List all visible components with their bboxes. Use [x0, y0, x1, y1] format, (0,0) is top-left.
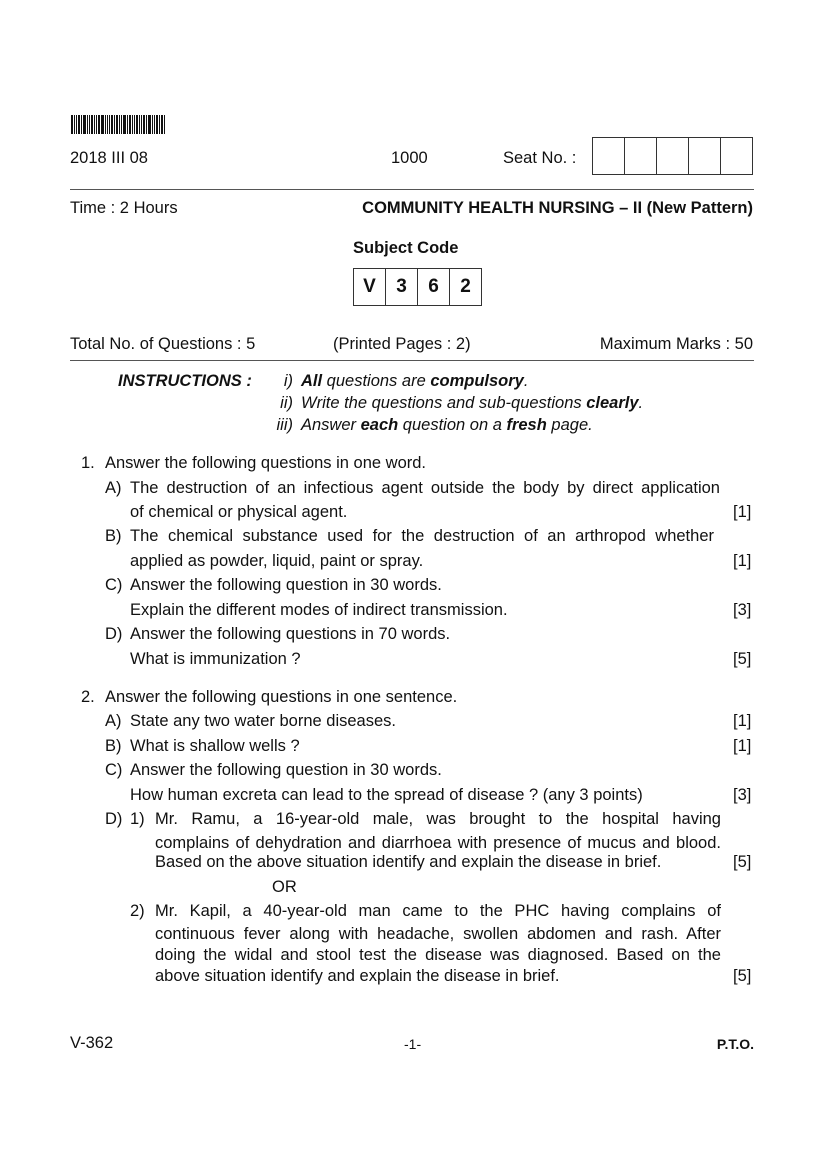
barcode-stripe	[94, 115, 95, 134]
instruction-num: ii)	[280, 394, 293, 412]
header-divider	[70, 189, 754, 190]
subject-title: COMMUNITY HEALTH NURSING – II (New Pattern)	[362, 199, 753, 217]
question-intro: Answer the following questions in one word.	[105, 454, 427, 472]
footer-code: V-362	[70, 1034, 114, 1052]
barcode-stripe	[76, 115, 77, 134]
subquestion-text: What is immunization ?	[130, 650, 301, 668]
subquestion-label: C)	[105, 761, 123, 779]
subquestion-label: A)	[105, 712, 122, 730]
barcode-stripe	[87, 115, 88, 134]
subquestion-text: Answer the following question in 30 words.	[130, 576, 442, 594]
barcode-stripe	[136, 115, 138, 134]
barcode-stripe	[107, 115, 108, 134]
subject-code-char: 2	[460, 276, 471, 297]
marks-label: [3]	[733, 601, 752, 619]
subject-code-label: Subject Code	[353, 239, 459, 257]
seat-number-boxes[interactable]	[592, 137, 753, 175]
barcode-stripe	[116, 115, 118, 134]
subject-code-char: 6	[418, 269, 450, 305]
marks-label: [5]	[733, 650, 752, 668]
barcode-stripe	[96, 115, 97, 134]
barcode-stripe	[154, 115, 155, 134]
marks-label: [1]	[733, 552, 752, 570]
barcode-stripe	[83, 115, 86, 134]
barcode-stripe	[121, 115, 122, 134]
subject-code-boxes	[353, 268, 482, 306]
option-text: doing the widal and stool test the disease was diagnosed. Based on the	[155, 946, 721, 964]
seat-digit-box[interactable]	[625, 138, 657, 174]
paper-code: 2018 III 08	[70, 149, 148, 167]
barcode-stripe	[78, 115, 80, 134]
meta-divider	[70, 360, 754, 361]
option-label: 2)	[130, 902, 145, 920]
barcode-stripe	[141, 115, 142, 134]
subquestion-text: Answer the following questions in 70 words.	[130, 625, 451, 643]
subquestion-label: C)	[105, 576, 123, 594]
barcode-stripe	[159, 115, 160, 134]
subquestion-text: Answer the following question in 30 words.	[130, 761, 442, 779]
barcode-stripe	[143, 115, 145, 134]
subquestion-text: The chemical substance used for the destruction of an arthropod whether	[130, 527, 714, 545]
marks-label: [1]	[733, 712, 752, 730]
marks-label: [5]	[733, 853, 752, 871]
subquestion-label: D)	[105, 810, 123, 828]
instruction-num: i)	[283, 372, 293, 390]
barcode-stripe	[111, 115, 113, 134]
subquestion-text: State any two water borne diseases.	[130, 712, 396, 730]
question-number: 1.	[81, 454, 95, 472]
barcode-stripe	[74, 115, 75, 134]
barcode-stripe	[164, 115, 165, 134]
barcode-stripe	[89, 115, 90, 134]
barcode-stripe	[156, 115, 158, 134]
subquestion-label: A)	[105, 479, 122, 497]
page-number: -1-	[404, 1036, 422, 1052]
seat-digit-box[interactable]	[721, 138, 752, 174]
barcode-stripe	[161, 115, 163, 134]
barcode-stripe	[134, 115, 135, 134]
or-separator: OR	[272, 878, 297, 896]
barcode-stripe	[139, 115, 140, 134]
barcode-stripe	[127, 115, 128, 134]
instruction-item: Write the questions and sub-questions clearly.	[301, 394, 644, 412]
option-text: Mr. Ramu, a 16-year-old male, was brought to the hospital having	[155, 810, 721, 828]
instructions-label: INSTRUCTIONS :	[118, 372, 252, 390]
option-text: Based on the above situation identify and explain the disease in brief.	[155, 853, 662, 871]
option-text: complains of dehydration and diarrhoea with presence of mucus and blood.	[155, 834, 721, 852]
barcode-stripe	[114, 115, 115, 134]
marks-label: [1]	[733, 737, 752, 755]
exam-time: Time : 2 Hours	[70, 199, 178, 217]
question-intro: Answer the following questions in one sentence.	[105, 688, 458, 706]
subquestion-text: of chemical or physical agent.	[130, 503, 348, 521]
barcode-stripe	[132, 115, 133, 134]
subquestion-label: D)	[105, 625, 123, 643]
subquestion-text: What is shallow wells ?	[130, 737, 300, 755]
instruction-item: Answer each question on a fresh page.	[301, 416, 593, 434]
seat-label: Seat No. :	[503, 149, 577, 167]
barcode-stripe	[105, 115, 106, 134]
printed-pages: (Printed Pages : 2)	[333, 335, 471, 353]
barcode-stripe	[91, 115, 93, 134]
barcode-stripe	[98, 115, 100, 134]
option-text: above situation identify and explain the disease in brief.	[155, 967, 560, 985]
option-label: 1)	[130, 810, 145, 828]
maximum-marks: Maximum Marks : 50	[599, 335, 753, 353]
total-questions: Total No. of Questions : 5	[70, 335, 256, 353]
barcode-stripe	[71, 115, 73, 134]
subquestion-text: The destruction of an infectious agent outside the body by direct application	[130, 479, 720, 497]
instruction-item: All questions are compulsory.	[301, 372, 529, 390]
barcode-stripe	[129, 115, 131, 134]
barcode-stripe	[146, 115, 147, 134]
seat-digit-box[interactable]	[689, 138, 721, 174]
seat-digit-box[interactable]	[657, 138, 689, 174]
barcode-stripe	[119, 115, 120, 134]
seat-digit-box[interactable]	[593, 138, 625, 174]
barcode-stripe	[81, 115, 82, 134]
option-text: continuous fever along with headache, swollen abdomen and rash. After	[155, 925, 721, 943]
marks-label: [1]	[733, 503, 752, 521]
subquestion-text: applied as powder, liquid, paint or spray.	[130, 552, 424, 570]
instruction-num: iii)	[276, 416, 293, 434]
pto-label: P.T.O.	[716, 1036, 754, 1052]
barcode-stripe	[152, 115, 153, 134]
barcode-stripe	[109, 115, 110, 134]
question-number: 2.	[81, 688, 95, 706]
marks-label: [3]	[733, 786, 752, 804]
barcode	[71, 115, 167, 134]
marks-label: [5]	[733, 967, 752, 985]
barcode-stripe	[123, 115, 126, 134]
subquestion-label: B)	[105, 527, 122, 545]
subject-code-char: 3	[386, 269, 418, 305]
subquestion-text: Explain the different modes of indirect transmission.	[130, 601, 508, 619]
barcode-stripe	[101, 115, 104, 134]
option-text: Mr. Kapil, a 40-year-old man came to the PHC having complains of	[155, 902, 721, 920]
subject-code-char: V	[354, 269, 386, 305]
copy-count: 1000	[391, 149, 428, 167]
subquestion-label: B)	[105, 737, 122, 755]
barcode-stripe	[148, 115, 151, 134]
subquestion-text: How human excreta can lead to the spread of disease ? (any 3 points)	[130, 786, 643, 804]
